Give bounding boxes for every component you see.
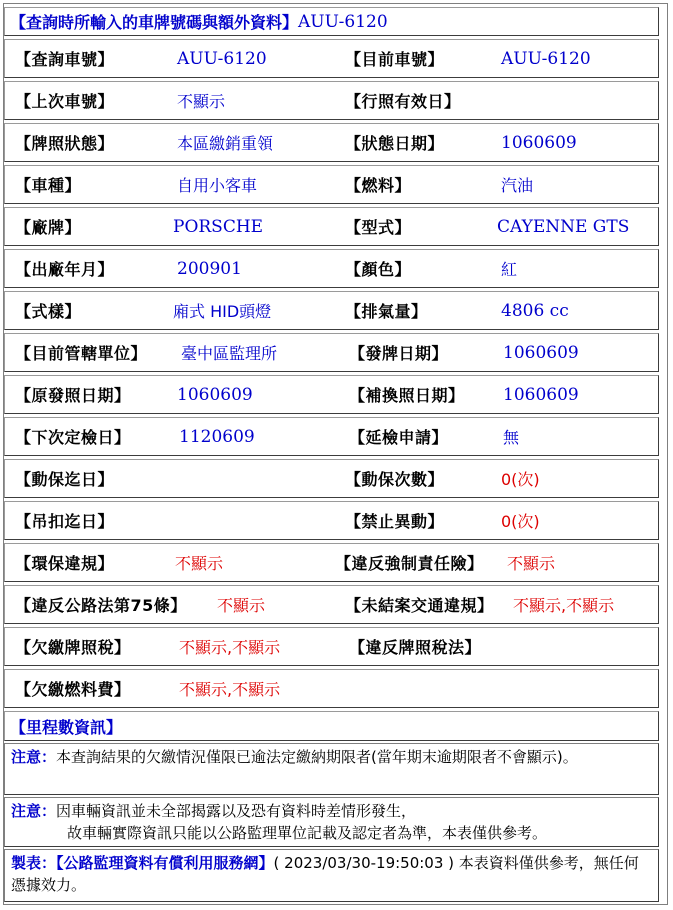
note-2-head: 注意： [11, 802, 57, 820]
mileage-title: 【里程數資訊】 [10, 717, 123, 737]
field-label: 【補換照日期】 [349, 386, 465, 405]
field-value: 1060609 [503, 384, 579, 405]
field-value: 0(次) [501, 470, 540, 489]
data-row [4, 291, 659, 330]
field-value: 不顯示 [175, 554, 224, 573]
field-label: 【行照有效日】 [345, 92, 461, 111]
mileage-cell [10, 712, 122, 740]
field-label: 【違反牌照稅法】 [349, 638, 482, 657]
field-value: 無 [503, 428, 520, 447]
note-1 [4, 743, 659, 795]
field-value: 1060609 [501, 132, 577, 153]
field-value: 不顯示,不顯示 [179, 638, 281, 657]
field-value: 不顯示 [507, 554, 556, 573]
field-label: 【型式】 [345, 218, 412, 237]
field-value: 汽油 [501, 176, 534, 195]
data-row [4, 501, 659, 540]
field-label: 【未結案交通違規】 [345, 596, 494, 615]
field-label: 【出廠年月】 [15, 260, 115, 279]
field-label: 【上次車號】 [15, 92, 115, 111]
field-value: 不顯示,不顯示 [513, 596, 615, 615]
field-label: 【原發照日期】 [15, 386, 131, 405]
header-title-cell [10, 8, 388, 35]
field-value: 廂式 HID頭燈 [173, 302, 272, 321]
data-row [4, 81, 659, 120]
field-value: 自用小客車 [177, 176, 258, 195]
field-label: 【違反強制責任險】 [335, 554, 484, 573]
field-value: 0(次) [501, 512, 540, 531]
header-row [4, 7, 659, 36]
field-value: AUU-6120 [177, 48, 267, 69]
data-row [4, 417, 659, 456]
data-row [4, 165, 659, 204]
field-value: 1120609 [179, 426, 255, 447]
field-label: 【動保迄日】 [15, 470, 115, 489]
note-2-line1: 因車輛資訊並未全部揭露以及恐有資料時差情形發生， [56, 802, 417, 820]
field-value: 4806 cc [501, 300, 569, 321]
field-label: 【車種】 [15, 176, 82, 195]
footer-note [4, 849, 659, 902]
field-value: 紅 [501, 260, 518, 279]
field-label: 【欠繳燃料費】 [15, 680, 131, 699]
field-label: 【環保違規】 [15, 554, 115, 573]
footer-head: 製表： [11, 854, 57, 872]
note-1-head: 注意： [11, 748, 57, 766]
field-value: 200901 [177, 258, 242, 279]
field-value: PORSCHE [173, 216, 264, 237]
field-value: 臺中區監理所 [181, 344, 278, 363]
note-2 [4, 797, 659, 847]
data-row [4, 249, 659, 288]
data-row [4, 39, 659, 78]
field-label: 【式樣】 [15, 302, 82, 321]
field-value: 本區繳銷重領 [177, 134, 274, 153]
footer-text: ( 2023/03/30-19:50:03 ) 本表資料僅供參考，無任何憑據效力。 [11, 854, 639, 894]
field-label: 【動保次數】 [345, 470, 445, 489]
data-row [4, 585, 659, 624]
data-row [4, 207, 659, 246]
field-label: 【查詢車號】 [15, 50, 115, 69]
mileage-row [4, 711, 659, 741]
data-row [4, 543, 659, 582]
field-label: 【禁止異動】 [345, 512, 445, 531]
header-plate-code: AUU-6120 [298, 11, 388, 32]
note-2-line2: 故車輛實際資訊只能以公路監理單位記載及認定者為準，本表僅供參考。 [67, 824, 548, 842]
data-row [4, 669, 659, 708]
data-row [4, 333, 659, 372]
field-value: 1060609 [177, 384, 253, 405]
field-label: 【排氣量】 [345, 302, 428, 321]
footer-org: 【公路監理資料有償利用服務網】 [56, 854, 274, 872]
field-value: 不顯示,不顯示 [179, 680, 281, 699]
field-label: 【吊扣迄日】 [15, 512, 115, 531]
field-label: 【狀態日期】 [345, 134, 445, 153]
field-label: 【目前管轄單位】 [15, 344, 148, 363]
data-row [4, 627, 659, 666]
field-value: AUU-6120 [501, 48, 591, 69]
field-label: 【延檢申請】 [349, 428, 449, 447]
data-row [4, 123, 659, 162]
field-label: 【燃料】 [345, 176, 412, 195]
field-label: 【牌照狀態】 [15, 134, 115, 153]
field-value: CAYENNE GTS [497, 216, 630, 237]
field-value: 不顯示 [177, 92, 226, 111]
field-value: 1060609 [503, 342, 579, 363]
field-label: 【違反公路法第75條】 [15, 596, 187, 615]
note-1-text: 本查詢結果的欠繳情況僅限已逾法定繳納期限者(當年期末逾期限者不會顯示)。 [56, 748, 578, 766]
field-label: 【發牌日期】 [349, 344, 449, 363]
header-title: 【查詢時所輸入的車牌號碼與額外資料】 [10, 13, 299, 32]
field-label: 【下次定檢日】 [15, 428, 131, 447]
field-value: 不顯示 [217, 596, 266, 615]
field-label: 【欠繳牌照稅】 [15, 638, 131, 657]
data-row [4, 459, 659, 498]
data-row [4, 375, 659, 414]
field-label: 【顏色】 [345, 260, 412, 279]
field-label: 【廠牌】 [15, 218, 82, 237]
field-label: 【目前車號】 [345, 50, 445, 69]
